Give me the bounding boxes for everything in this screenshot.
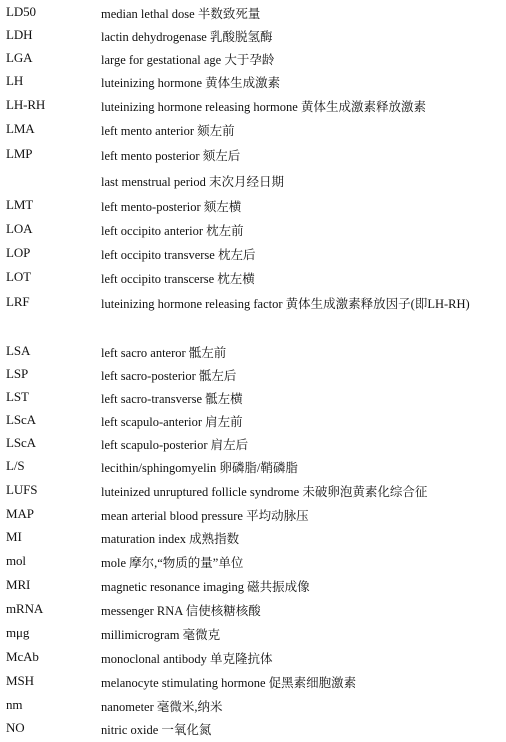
abbreviation: nm xyxy=(6,697,23,712)
glossary-row xyxy=(0,219,506,242)
definition: millimicrogram 毫微克 xyxy=(101,628,221,642)
definition: luteinized unruptured follicle syndrome 未破卵泡黄素化综合征 xyxy=(101,485,428,499)
glossary-row xyxy=(0,119,506,142)
abbreviation: LH-RH xyxy=(6,97,46,112)
definition: luteinizing hormone releasing hormone 黄体生成激素释放激素 xyxy=(101,100,426,114)
definition: left mento anterior 颏左前 xyxy=(101,124,235,138)
abbreviation: LD50 xyxy=(6,4,36,19)
glossary-row xyxy=(0,48,506,71)
glossary-row xyxy=(0,243,506,266)
definition: mean arterial blood pressure 平均动脉压 xyxy=(101,509,309,523)
definition: left sacro anteror 骶左前 xyxy=(101,346,227,360)
definition: magnetic resonance imaging 磁共振成像 xyxy=(101,580,310,594)
definition: left sacro-transverse 骶左横 xyxy=(101,392,243,406)
abbreviation: LScA xyxy=(6,412,36,427)
abbreviation: LOA xyxy=(6,221,33,236)
definition: nanometer 毫微米,纳米 xyxy=(101,700,223,714)
abbreviation: LOT xyxy=(6,269,31,284)
definition: left scapulo-posterior 肩左后 xyxy=(101,438,249,452)
abbreviation: LRF xyxy=(6,294,30,309)
abbreviation: LOP xyxy=(6,245,31,260)
glossary-row xyxy=(0,2,506,25)
abbreviation: NO xyxy=(6,720,25,735)
definition: melanocyte stimulating hormone 促黑素细胞激素 xyxy=(101,676,357,690)
definition: left occipito transverse 枕左后 xyxy=(101,248,256,262)
abbreviation: LUFS xyxy=(6,482,38,497)
glossary-row xyxy=(0,364,506,387)
definition: lactin dehydrogenase 乳酸脱氢酶 xyxy=(101,30,273,44)
abbreviation: LGA xyxy=(6,50,33,65)
abbreviation: LMT xyxy=(6,197,34,212)
definition: left mento-posterior 颏左横 xyxy=(101,200,242,214)
definition: left scapulo-anterior 肩左前 xyxy=(101,415,243,429)
glossary-row xyxy=(0,480,506,503)
glossary-row xyxy=(0,718,506,741)
glossary-row xyxy=(0,527,506,550)
definition: left mento posterior 颏左后 xyxy=(101,149,241,163)
glossary-row xyxy=(0,71,506,94)
glossary-row xyxy=(0,623,506,646)
definition: monoclonal antibody 单克隆抗体 xyxy=(101,652,273,666)
glossary-row xyxy=(0,144,506,167)
definition: median lethal dose 半数致死量 xyxy=(101,7,261,21)
glossary-row xyxy=(0,195,506,218)
glossary-row xyxy=(0,25,506,48)
glossary-row xyxy=(0,599,506,622)
abbreviation: MI xyxy=(6,529,22,544)
abbreviation: McAb xyxy=(6,649,39,664)
definition: left occipito anterior 枕左前 xyxy=(101,224,244,238)
abbreviation: MAP xyxy=(6,506,34,521)
glossary-row xyxy=(0,410,506,433)
abbreviation: LMA xyxy=(6,121,35,136)
definition: lecithin/sphingomyelin 卵磷脂/鞘磷脂 xyxy=(101,461,298,475)
definition: luteinizing hormone releasing factor 黄体生成激素释放因子(即LH-RH) xyxy=(101,297,470,311)
glossary-row xyxy=(0,170,506,193)
glossary-row xyxy=(0,95,506,118)
glossary-row xyxy=(0,647,506,670)
glossary-row xyxy=(0,575,506,598)
glossary-row xyxy=(0,551,506,574)
abbreviation: LScA xyxy=(6,435,36,450)
definition: nitric oxide 一氧化氮 xyxy=(101,723,212,737)
glossary-row xyxy=(0,433,506,456)
abbreviation: mμg xyxy=(6,625,30,640)
abbreviation: MRI xyxy=(6,577,31,592)
abbreviation: MSH xyxy=(6,673,34,688)
abbreviation: LMP xyxy=(6,146,33,161)
glossary-row xyxy=(0,504,506,527)
abbreviation: mol xyxy=(6,553,26,568)
definition: messenger RNA 信使核糖核酸 xyxy=(101,604,261,618)
abbreviation: LSP xyxy=(6,366,29,381)
glossary-row xyxy=(0,671,506,694)
abbreviation: LSA xyxy=(6,343,31,358)
glossary-row xyxy=(0,695,506,718)
abbreviation: LST xyxy=(6,389,29,404)
abbreviation: LDH xyxy=(6,27,33,42)
abbreviation: mRNA xyxy=(6,601,44,616)
definition: maturation index 成熟指数 xyxy=(101,532,240,546)
definition: left occipito transcerse 枕左横 xyxy=(101,272,255,286)
glossary-row xyxy=(0,456,506,479)
abbreviation: L/S xyxy=(6,458,25,473)
glossary-row xyxy=(0,292,506,336)
abbreviation: LH xyxy=(6,73,24,88)
definition: left sacro-posterior 骶左后 xyxy=(101,369,237,383)
definition: large for gestational age 大于孕龄 xyxy=(101,53,275,67)
glossary-row xyxy=(0,267,506,290)
definition: luteinizing hormone 黄体生成激素 xyxy=(101,76,281,90)
glossary-row xyxy=(0,341,506,364)
glossary-row xyxy=(0,387,506,410)
definition: last menstrual period 末次月经日期 xyxy=(101,175,284,189)
definition: mole 摩尔,“物质的量”单位 xyxy=(101,556,244,570)
